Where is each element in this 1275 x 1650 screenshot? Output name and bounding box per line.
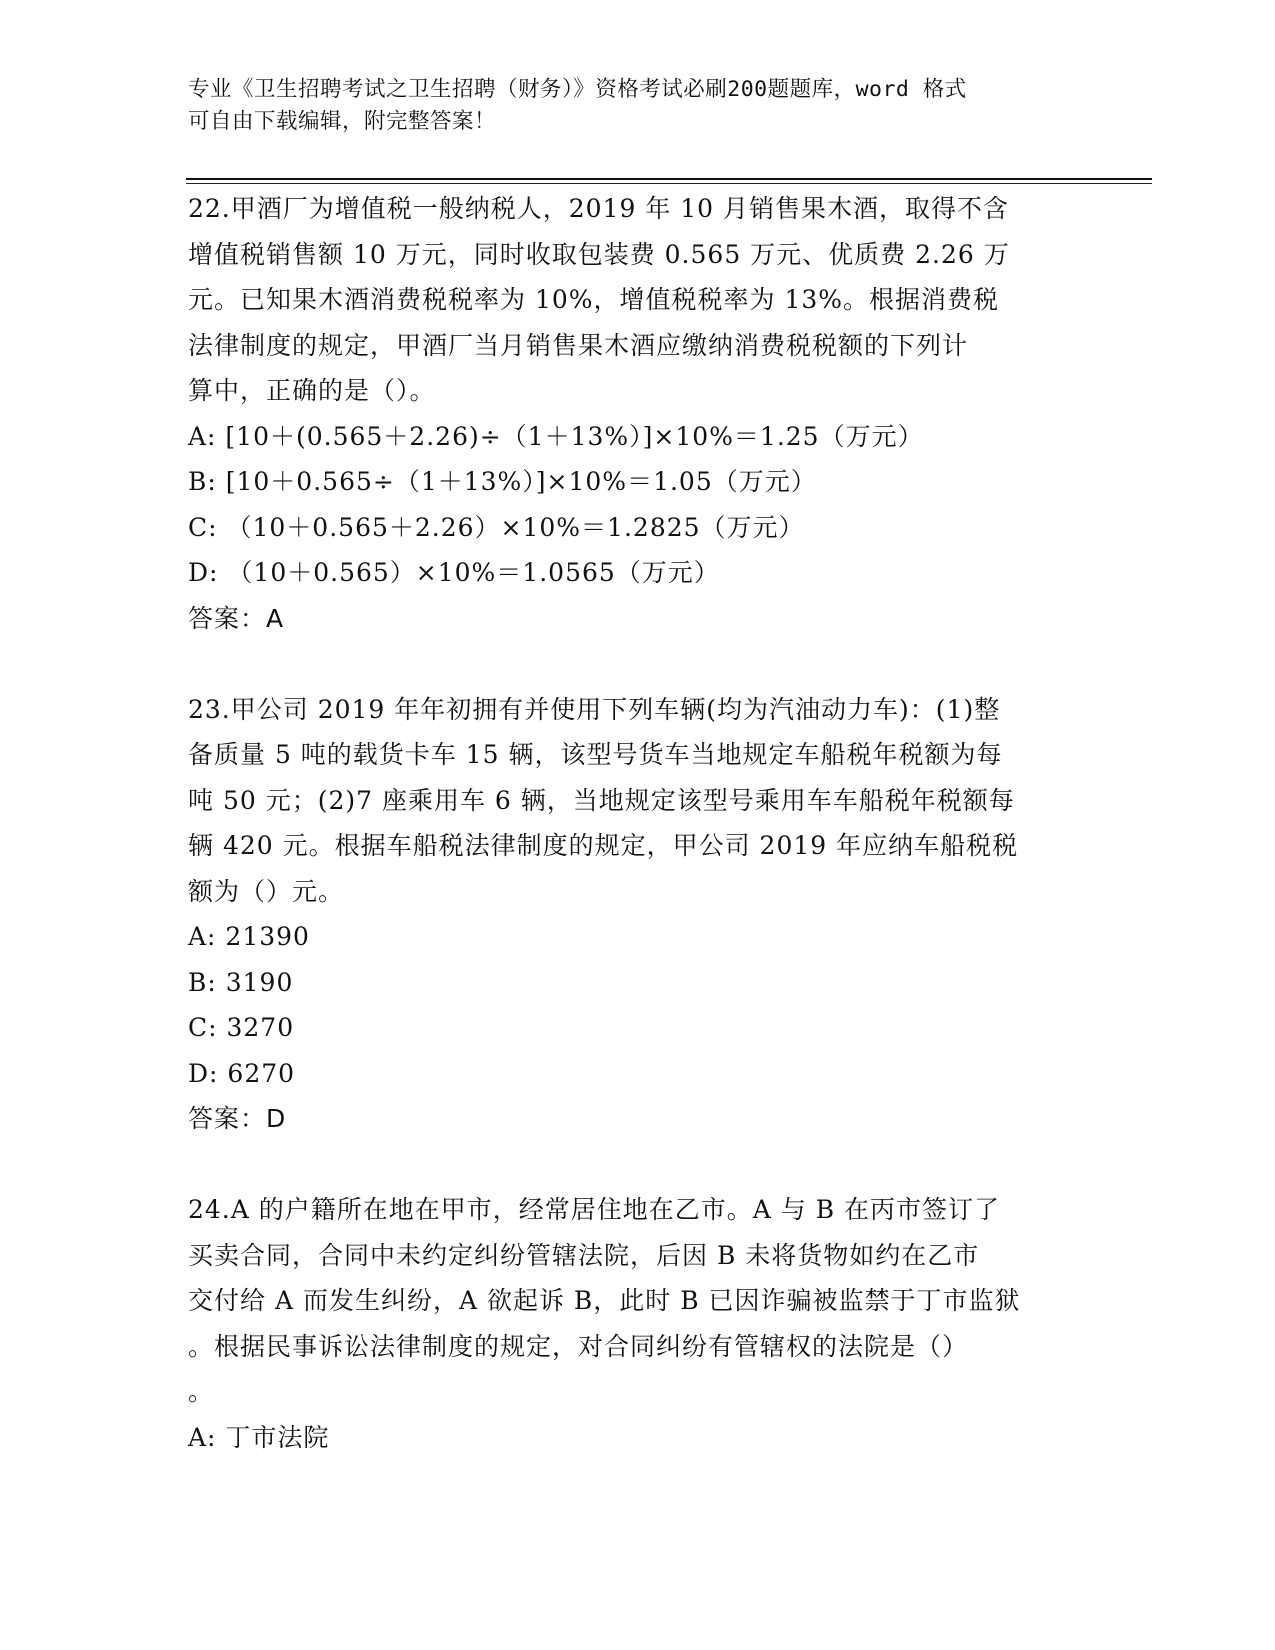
option-b: B: [10＋0.565÷（1＋13%）]×10%＝1.05（万元）	[188, 467, 817, 496]
question-stem-line: 。	[188, 1377, 215, 1406]
question-list	[188, 186, 1088, 1460]
option-a: A: [10＋(0.565＋2.26)÷（1＋13%）]×10%＝1.25（万元）	[188, 421, 924, 451]
question-stem-line: 增值税销售额 10 万元，同时收取包装费 0.565 万元、优质费 2.26 万	[188, 239, 1010, 269]
header-line-1: 专业《卫生招聘考试之卫生招聘（财务）》资格考试必刷200题题库，word 格式	[188, 77, 967, 102]
question-stem-line: 24.A 的户籍所在地在甲市，经常居住地在乙市。A 与 B 在丙市签订了	[188, 1195, 1001, 1224]
question-24	[188, 1187, 1088, 1460]
question-23	[188, 687, 1088, 1142]
question-stem-line: 额为（）元。	[188, 876, 345, 906]
question-stem-line: 辆 420 元。根据车船税法律制度的规定，甲公司 2019 年应纳车船税税	[188, 831, 1019, 860]
question-stem-line: 22.甲酒厂为增值税一般纳税人，2019 年 10 月销售果木酒，取得不含	[188, 194, 1010, 223]
option-d: D: （10＋0.565）×10%＝1.0565（万元）	[188, 558, 720, 587]
question-stem-line: 买卖合同，合同中未约定纠纷管辖法院，后因 B 未将货物如约在乙市	[188, 1240, 980, 1270]
question-stem-line: 交付给 A 而发生纠纷，A 欲起诉 B，此时 B 已因诈骗被监禁于丁市监狱	[188, 1286, 1021, 1315]
option-b: B: 3190	[188, 967, 294, 997]
answer-label: 答案：D	[188, 1104, 287, 1133]
header-divider-thick	[186, 178, 1152, 180]
question-spacer	[188, 1142, 1088, 1188]
question-spacer	[188, 641, 1088, 687]
header-line-2: 可自由下载编辑，附完整答案！	[188, 109, 497, 134]
option-c: C: 3270	[188, 1013, 295, 1042]
option-a: A: 21390	[188, 922, 310, 951]
question-stem-line: 备质量 5 吨的载货卡车 15 辆，该型号货车当地规定车船税年税额为每	[188, 740, 1003, 769]
header-divider-thin	[186, 183, 1152, 184]
question-22	[188, 186, 1088, 641]
page-header	[188, 74, 1068, 138]
option-a: A: 丁市法院	[188, 1422, 330, 1452]
option-c: C: （10＋0.565＋2.26）×10%＝1.2825（万元）	[188, 512, 805, 542]
question-stem-line: 算中，正确的是（）。	[188, 376, 436, 405]
question-stem-line: 23.甲公司 2019 年年初拥有并使用下列车辆(均为汽油动力车)：(1)整	[188, 694, 1001, 724]
answer-label: 答案：A	[188, 603, 285, 633]
option-d: D: 6270	[188, 1058, 296, 1088]
question-stem-line: 元。已知果木酒消费税税率为 10%，增值税税率为 13%。根据消费税	[188, 285, 1000, 314]
question-stem-line: 吨 50 元；(2)7 座乘用车 6 辆，当地规定该型号乘用车车船税年税额每	[188, 785, 1015, 815]
question-stem-line: 法律制度的规定，甲酒厂当月销售果木酒应缴纳消费税税额的下列计	[188, 330, 969, 360]
question-stem-line: 。根据民事诉讼法律制度的规定，对合同纠纷有管辖权的法院是（）	[188, 1331, 969, 1361]
